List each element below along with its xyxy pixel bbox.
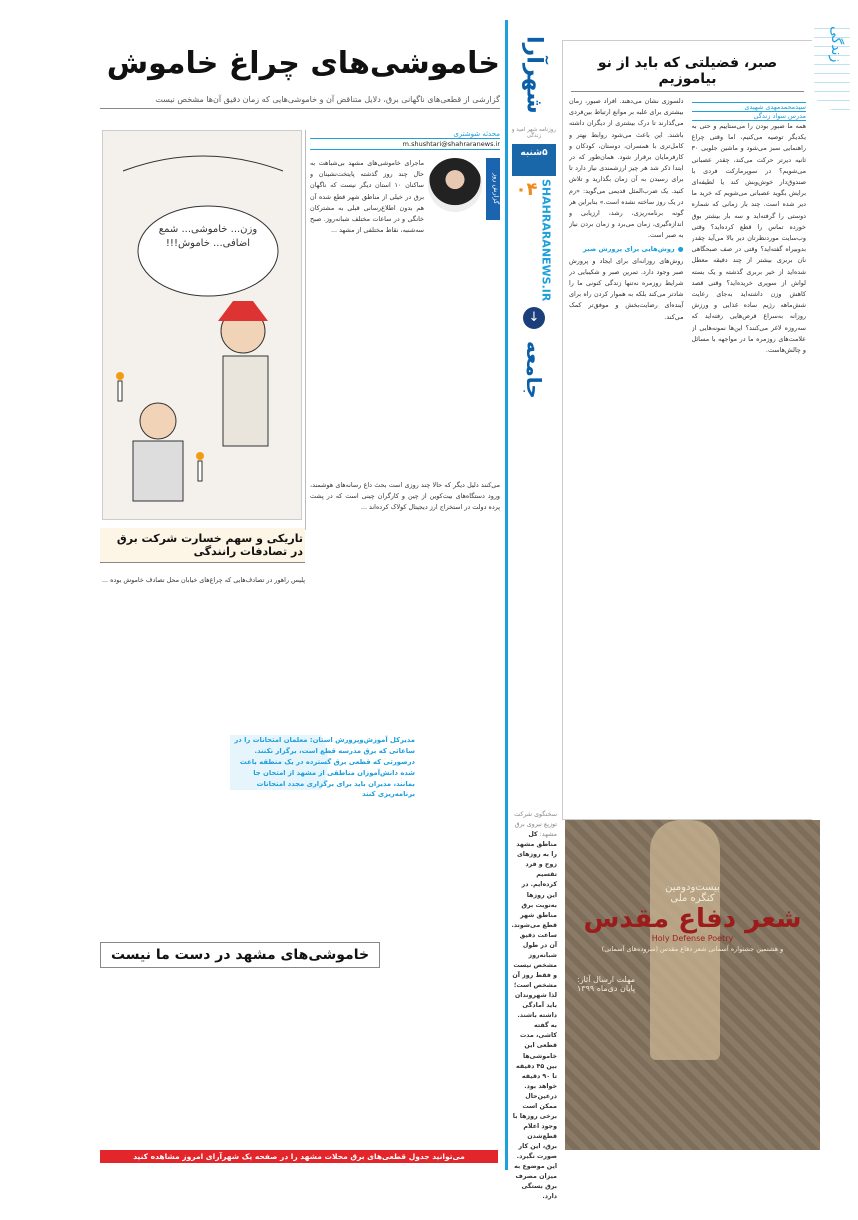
story3-title: خاموشی‌های مشهد در دست ما نیست: [110, 947, 370, 963]
opinion-col2b: روش‌های روزانه‌ای برای ایجاد و پرورش صبر وجود دارد. تمرین صبر و شکیبایی در شرایط روزمره نه‌تنها زندگی کنونی ما را شادتر می‌کند بلکه به هموار کردن راه برای آینده‌ای رضایت‌بخش و موفق‌تر کمک می‌کند.: [569, 256, 684, 321]
tagline: روزنامه شهر امید و زندگی: [511, 127, 557, 139]
pull-quote: [230, 735, 415, 799]
opinion-col2: دلسوزی نشان می‌دهند. افراد صبور، زمان بیشتری برای غلبه بر موانع ارتباط بین‌فردی می‌گذارند تا درک بیشتری از دیگران داشته باشند. این باعث می‌شود روابط بهتر و کامل‌تری با همسران، دوستان، کودکان و کارفرمایان برقرار شود. همان‌طور که در ابتدا ذکر شد هر چیز ارزشمندی نیاز دارد تا برای رسیدن به آن زمان بگذارید و تلاش کنید. یک ضرب‌المثل قدیمی می‌گوید: «رم در یک روز ساخته نشده است.» بنابراین هر گونه برنامه‌ریزی، رشد، ارزیابی و اندازه‌گیری، زمان می‌برد و زمان بردن نیاز به صبر است.: [569, 97, 684, 240]
site-url[interactable]: SHAHRARANEWS.IR: [539, 179, 553, 302]
poster-line2: کنگره ملی: [670, 893, 715, 904]
sidebar-intro: سخنگوی شرکت توزیع نیروی برق مشهد:: [514, 811, 557, 839]
corner-label: زندگی: [828, 26, 844, 63]
opinion-author: سیدمحمدمهدی شهیدی: [692, 102, 807, 112]
author-box: [310, 130, 500, 258]
sidebar-text: کل مناطق مشهد را به روزهای زوج و فرد تقسیم کرده‌ایم. در این روزها به‌نوبت برق مناطق شهر قطع می‌شوند. ساعت دقیق آن در طول شبانه‌روز مشخص نیست و فقط روز آن مشخص است؛ لذا شهروندان باید آمادگی داشته باشند. به گفته کاشی، مدت قطعی این خاموشی‌ها بین ۴۵ دقیقه تا ۹۰ دقیقه خواهد بود. درعین‌حال ممکن است برخی روزها با وجود اعلام قطع‌شدن برق، این کار صورت نگیرد. این موضوع به میزان مصرف برق بستگی دارد.: [511, 831, 557, 1201]
story2-body: پلیس راهور در تصادف‌هایی که چراغ‌های خیابان محل تصادف خاموش بوده ...: [101, 576, 305, 584]
masthead-strip: [505, 20, 560, 1201]
story2-header: [100, 528, 305, 563]
author-email[interactable]: m.shushtari@shahraranews.ir: [310, 139, 500, 150]
arrow-down-icon: ↓: [523, 307, 545, 329]
banner-text: می‌توانید جدول قطعی‌های برق محلات مشهد را در صفحه یک شهرآرای امروز مشاهده کنید: [133, 1152, 465, 1161]
logo: شهرآرا: [521, 36, 547, 114]
poster-deadline-label: مهلت ارسال آثار:: [577, 975, 636, 984]
lead-text: ماجرای خاموشی‌های مشهد بی‌شباهت به حال چند روز گذشته پایتخت‌نشینان و ساکنان ۱۰ استان دیگر نیست که ناگهان برق در خیلی از مناطق شهر قطع شده آن هم بدون اطلاع‌رسانی قبلی به مشترکان خانگی و در ساعات مختلف شبانه‌روز. صبح سه‌شنبه، نقاط مختلفی از مشهد ...: [310, 159, 424, 235]
poster-deadline: پایان دی‌ماه ۱۳۹۹: [577, 984, 636, 993]
section-corner: [814, 20, 850, 110]
date-box: [512, 144, 556, 176]
poetry-poster: [565, 820, 820, 1150]
section-name: جامعه: [522, 341, 546, 400]
cartoon-lettering: وزن... خاموشی... شمع اضافی... خاموش!!!: [158, 224, 258, 249]
opinion-role: مدرس سواد زندگی: [692, 112, 807, 121]
opinion-subhead: ● روش‌هایی برای پرورش صبر: [569, 245, 684, 253]
story3-header: [100, 942, 380, 968]
report-tag: [486, 158, 500, 220]
bottom-banner: [100, 1150, 498, 1163]
day: ۵شنبه: [520, 148, 548, 158]
pull-quote-text: مدیرکل آموزش‌وپرورش استان: معلمان امتحانات را در ساعاتی که برق مدرسه قطع است، برگزار نکنند. درصورتی که قطعی برق گسترده در یک منطقه باعث شده دانش‌آموزان مناطقی از مشهد از امتحان جا بمانند، مدیران باید برای برگزاری مجدد امتحانات برنامه‌ریزی کنند: [234, 736, 415, 799]
main-headline: خاموشی‌های چراغ خاموش: [106, 46, 500, 81]
poster-title: شعر دفاع مقدس: [583, 904, 802, 934]
main-body-column: می‌کنند دلیل دیگر که حالا چند روزی است بحث داغ رسانه‌های هوشمند، ورود دستگاه‌های بیت‌کوین از چین و کارگران چینی است که در پشت پرده دولت در استخراج ارز دیجیتال کولاک کرده‌اند ...: [310, 481, 500, 512]
author-avatar: [428, 158, 482, 212]
opinion-col1: همه ما صبور بودن را می‌ستاییم و حتی به یکدیگر توصیه می‌کنیم، اما وقتی چراغ راهنمایی سبز می‌شود و ماشین جلویی ۳۰ ثانیه دیرتر حرکت می‌کند، چقدر عصبانی می‌شویم؟ در سوپرمارکت فردی با صندوق‌دار خوش‌وبش کند یا لطیفه‌ای برایش بگوید عصبانی می‌شویم که خرید ما دیر شده است. چند بار زمانی که شماره دوستی را گرفته‌اید و سه بار بیشتر بوق خورده تماس را قطع کرده‌اید؟ وقتی وب‌سایت موردنظرتان دیر بالا می‌آید چقدر بدوبیراه گفته‌اید؟ وقتی در صف صبحگاهی نان بربری بیشتر از چند دقیقه معطل شده‌اید از خیر بربری گذشته و یک بسته لواش از سوپری خریده‌اید؟ وقتی قصد کاهش وزن داشته‌اید به‌جای رعایت شش‌ماهه رژیم ساده غذایی و ورزش روزانه به‌سراغ قرص‌هایی رفته‌اید که سه‌روزه لاغر می‌کنند؟ این‌ها نمونه‌هایی از علامت‌های روزمره ما در مواجهه با مسائل و چالش‌هاست.: [691, 122, 806, 355]
report-tag-label: گزارش روز: [492, 173, 500, 205]
poster-subtitle: و هشتمین جشنواره آسمانی شعر دفاع مقدس (سروده‌های آسمانی): [601, 945, 784, 953]
author-name: محدثه شوشتری: [310, 130, 500, 139]
opinion-title: صبر، فضیلتی که باید از نو بیاموزیم: [571, 55, 804, 92]
page-number: ۰۴: [515, 179, 538, 200]
opinion-article: [562, 40, 812, 820]
poster-english: Holy Defense Poetry: [651, 934, 734, 943]
story2-title: تاریکی و سهم خسارت شرکت برق در تصادفات رانندگی: [116, 532, 303, 558]
poster-line1: بیست‌ودومین: [665, 882, 720, 893]
cartoon-drawing: [103, 131, 303, 521]
cartoon: [102, 130, 302, 520]
main-subtitle: گزارشی از قطعی‌های ناگهانی برق، دلایل متناقض آن و خاموشی‌هایی که زمان دقیق آن‌ها مشخص نیست: [100, 95, 500, 109]
sidebar-quote: [511, 810, 557, 1202]
